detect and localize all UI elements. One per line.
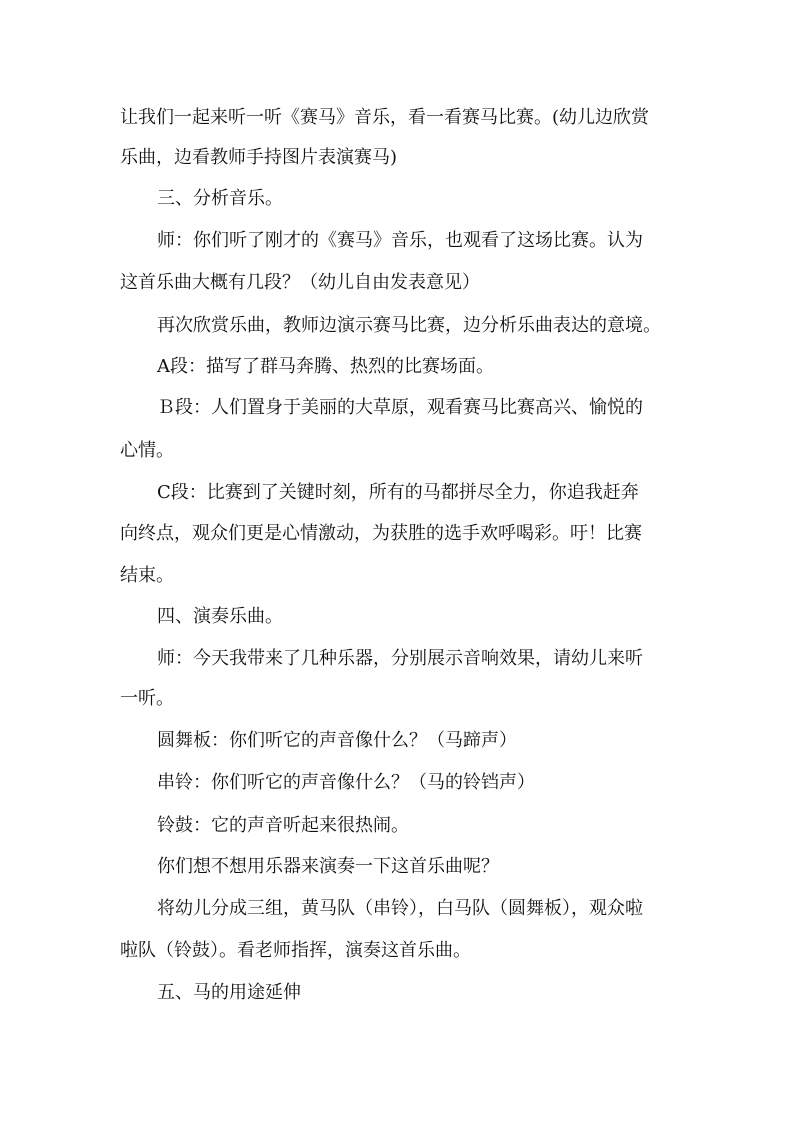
paragraph-line: 师：今天我带来了几种乐器，分别展示音响效果，请幼儿来听 [157,648,643,669]
paragraph-line: 心情。 [120,440,174,461]
paragraph-line: C段：比赛到了关键时刻，所有的马都拼尽全力，你追我赶奔 [157,482,639,503]
paragraph-line: 铃鼓：它的声音听起来很热闹。 [157,815,409,836]
paragraph-line: Ｂ段：人们置身于美丽的大草原，观看赛马比赛高兴、愉悦的 [157,397,643,418]
section-heading: 五、马的用途延伸 [157,982,301,1003]
paragraph-line: 圆舞板：你们听它的声音像什么？（马蹄声） [157,730,517,751]
paragraph-line: 再次欣赏乐曲，教师边演示赛马比赛，边分析乐曲表达的意境。 [157,315,661,336]
paragraph-line: 串铃：你们听它的声音像什么？（马的铃铛声） [157,772,535,793]
paragraph-line: 向终点，观众们更是心情激动，为获胜的选手欢呼喝彩。吁！比赛 [120,523,642,544]
paragraph-line: 这首乐曲大概有几段？（幼儿自由发表意见） [120,272,480,293]
section-heading: 三、分析音乐。 [157,188,283,209]
paragraph-line: 乐曲，边看教师手持图片表演赛马) [120,147,398,168]
paragraph-line: 师：你们听了刚才的《赛马》音乐，也观看了这场比赛。认为 [157,230,643,251]
paragraph-line: 一听。 [120,688,174,709]
section-heading: 四、演奏乐曲。 [157,606,283,627]
paragraph-line: 啦队（铃鼓）。看老师指挥，演奏这首乐曲。 [120,940,471,961]
paragraph-line: 让我们一起来听一听《赛马》音乐，看一看赛马比赛。(幼儿边欣赏 [120,107,650,128]
paragraph-line: A段：描写了群马奔腾、热烈的比赛场面。 [157,356,494,377]
paragraph-line: 结束。 [120,565,174,586]
paragraph-line: 将幼儿分成三组，黄马队（串铃），白马队（圆舞板），观众啦 [157,898,643,919]
paragraph-line: 你们想不想用乐器来演奏一下这首乐曲呢？ [157,856,499,877]
